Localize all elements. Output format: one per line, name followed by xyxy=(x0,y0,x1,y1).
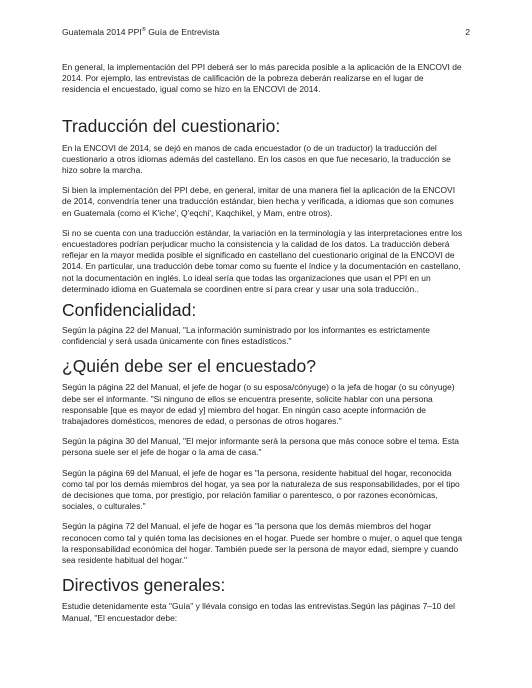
quien-paragraph-4: Según la página 72 del Manual, el jefe de hogar es "la persona que los demás miembros del hogar reconocen como tal y quién toma las decisiones en el hogar. Puede ser hombre o mujer, o aquel que tenga la responsabilidad económica del hogar. También puede ser la persona de mayor edad, siempre y cuando sea residente habitual del hogar." xyxy=(62,521,463,566)
heading-confidencialidad: Confidencialidad: xyxy=(62,300,197,321)
traduccion-paragraph-3: Si no se cuenta con una traducción estándar, la variación en la terminología y las interpretaciones entre los encuestadores podrían perjudicar mucho la consistencia y la calidad de los datos. La traducción deberá reflejar en la mayor medida posible el significado en castellano del cuestionario original de la ENCOVI de 2014. En particular, una traducción debe tomar como su fuente el índice y la documentación en castellano, not la documentación en inglés. Lo ideal sería que todas las organizaciones que usan el PPI en un determinado idioma en Guatemala se coordinen entre sí para crear y usar una sola traducción.. xyxy=(62,227,463,294)
traduccion-paragraph-2: Si bien la implementación del PPI debe, en general, imitar de una manera fiel la aplicación de la ENCOVI de 2014, convendría tener una traducción estándar, bien hecha y verificada, a idiomas que son comunes en Guatemala (como el K'iche', Q'eqchi', Kaqchikel, y Mam, entre otros). xyxy=(62,185,456,218)
header-title: Guatemala 2014 PPI® Guía de Entrevista xyxy=(62,27,220,37)
heading-traduccion: Traducción del cuestionario: xyxy=(62,115,281,136)
quien-paragraph-1: Según la página 22 del Manual, el jefe de hogar (o su esposa/cónyuge) o la jefa de hogar (o su cónyuge) debe ser el informante. "Si ninguno de ellos se encuentra presente, solicite hablar con una persona responsable [que es mayor de edad y] miembro del hogar. En ningún caso acepte información de trabajadores domésticos, menores de edad, o personas de otros hogares." xyxy=(62,382,455,427)
confidencialidad-paragraph: Según la página 22 del Manual, "La información suministrado por los informantes es estrictamente confidencial y será usada únicamente con fines estadísticos." xyxy=(62,325,430,347)
intro-paragraph: En general, la implementación del PPI deberá ser lo más parecida posible a la aplicación de la ENCOVI de 2014. Por ejemplo, las entrevistas de calificación de la pobreza deberán realizarse en el lugar de residencia el encuestado, igual como se hizo en la ENCOVI de 2014. xyxy=(62,62,462,95)
traduccion-paragraph-1: En la ENCOVI de 2014, se dejó en manos de cada encuestador (o de un traductor) la traducción del cuestionario a otros idiomas además del castellano. En los casos en que fue necesario, la traducción se hizo sobre la marcha. xyxy=(62,142,451,176)
registered-mark: ® xyxy=(141,27,146,34)
directivos-paragraph: Estudie detenidamente esta "Guía" y llévala consigo en todas las entrevistas.Según las páginas 7–10 del Manual, "El encuestador debe: xyxy=(62,601,455,623)
heading-quien: ¿Quién debe ser el encuestado? xyxy=(62,356,316,377)
heading-directivos: Directivos generales: xyxy=(62,575,226,596)
page-content xyxy=(62,62,464,633)
page-number: 2 xyxy=(465,27,470,37)
quien-paragraph-2: Según la página 30 del Manual, "El mejor informante será la persona que más conoce sobre el tema. Esta persona suele ser el jefe de hogar o la ama de casa." xyxy=(62,436,459,458)
quien-paragraph-3: Según la página 69 del Manual, el jefe de hogar es "la persona, residente habitual del hogar, reconocida como tal por los demás miembros del hogar, ya sea por la naturaleza de sus responsabilidades, por el tipo de decisiones que toma, por prestigio, por relación familiar o parentesco, o por razones económicas, sociales, o culturales." xyxy=(62,467,460,512)
